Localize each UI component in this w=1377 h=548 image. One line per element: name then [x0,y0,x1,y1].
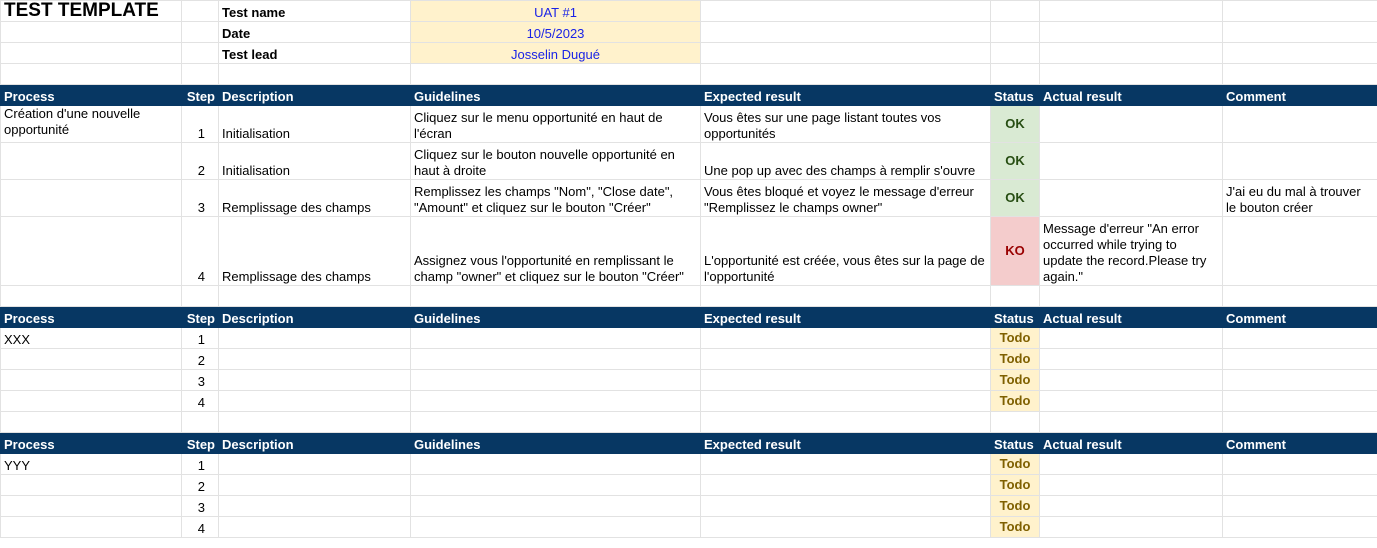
guidelines-cell[interactable] [411,328,701,349]
expected-cell[interactable]: L'opportunité est créée, vous êtes sur la page de l'opportunité [701,217,991,286]
sheet-title[interactable]: TEST TEMPLATE [1,1,182,22]
expected-cell[interactable] [701,475,991,496]
guidelines-cell[interactable]: Assignez vous l'opportunité en remplissant le champ "owner" et cliquez sur le bouton "Créer" [411,217,701,286]
actual-cell[interactable] [1040,180,1223,217]
cell[interactable] [701,22,991,43]
cell[interactable] [1,286,182,307]
header-expected[interactable]: Expected result [701,433,991,454]
step-cell[interactable]: 4 [182,217,219,286]
guidelines-cell[interactable]: Cliquez sur le menu opportunité en haut de l'écran [411,106,701,143]
cell[interactable] [219,286,411,307]
actual-cell[interactable] [1040,517,1223,538]
description-cell[interactable]: Initialisation [219,143,411,180]
status-badge[interactable]: Todo [991,349,1040,370]
comment-cell[interactable] [1223,475,1377,496]
header-guidelines[interactable]: Guidelines [411,307,701,328]
process-cell[interactable] [1,180,182,217]
cell[interactable] [219,412,411,433]
status-badge[interactable]: OK [991,106,1040,143]
cell[interactable] [411,64,701,85]
table-row [1,517,1377,538]
meta-label[interactable]: Test lead [219,43,411,64]
spacer-row [1,286,1377,307]
header-comment[interactable]: Comment [1223,433,1377,454]
comment-cell[interactable] [1223,517,1377,538]
description-cell[interactable] [219,328,411,349]
step-cell[interactable]: 3 [182,370,219,391]
actual-cell[interactable] [1040,454,1223,475]
guidelines-cell[interactable] [411,475,701,496]
actual-cell[interactable] [1040,391,1223,412]
status-badge[interactable]: Todo [991,475,1040,496]
process-cell[interactable] [1,370,182,391]
meta-label[interactable]: Date [219,22,411,43]
process-cell[interactable] [1,349,182,370]
comment-cell[interactable] [1223,349,1377,370]
description-cell[interactable]: Remplissage des champs [219,217,411,286]
expected-cell[interactable]: Une pop up avec des champs à remplir s'ouvre [701,143,991,180]
actual-cell[interactable] [1040,496,1223,517]
cell[interactable] [1223,286,1377,307]
cell[interactable] [1040,64,1223,85]
status-badge[interactable]: Todo [991,370,1040,391]
expected-cell[interactable] [701,517,991,538]
cell[interactable] [182,412,219,433]
header-status[interactable]: Status [991,85,1040,106]
cell[interactable] [1040,286,1223,307]
header-actual[interactable]: Actual result [1040,307,1223,328]
guidelines-cell[interactable] [411,496,701,517]
process-cell[interactable]: YYY [1,454,182,475]
meta-row [1,22,1377,43]
actual-cell[interactable] [1040,106,1223,143]
comment-cell[interactable] [1223,328,1377,349]
cell[interactable] [701,64,991,85]
step-cell[interactable]: 2 [182,475,219,496]
comment-cell[interactable]: J'ai eu du mal à trouver le bouton créer [1223,180,1377,217]
process-cell[interactable]: Création d'une nouvelle opportunité [1,106,182,143]
meta-label[interactable]: Test name [219,1,411,22]
table-row [1,454,1377,475]
actual-cell[interactable] [1040,475,1223,496]
header-row [1,433,1377,454]
cell[interactable] [991,412,1040,433]
cell[interactable] [991,286,1040,307]
expected-cell[interactable] [701,328,991,349]
cell[interactable] [1,43,182,64]
status-badge[interactable]: Todo [991,454,1040,475]
actual-cell[interactable] [1040,328,1223,349]
status-badge[interactable]: OK [991,180,1040,217]
step-cell[interactable]: 4 [182,517,219,538]
process-cell[interactable] [1,217,182,286]
cell[interactable] [1223,412,1377,433]
cell[interactable] [411,412,701,433]
cell[interactable] [701,43,991,64]
status-badge[interactable]: Todo [991,496,1040,517]
cell[interactable] [701,412,991,433]
status-badge[interactable]: KO [991,217,1040,286]
expected-cell[interactable]: Vous êtes sur une page listant toutes vos opportunités [701,106,991,143]
table-row [1,349,1377,370]
cell[interactable] [701,286,991,307]
expected-cell[interactable] [701,370,991,391]
description-cell[interactable] [219,517,411,538]
cell[interactable] [182,22,219,43]
actual-cell[interactable] [1040,143,1223,180]
header-row [1,85,1377,106]
guidelines-cell[interactable] [411,517,701,538]
description-cell[interactable] [219,496,411,517]
guidelines-cell[interactable] [411,370,701,391]
expected-cell[interactable] [701,496,991,517]
comment-cell[interactable] [1223,217,1377,286]
cell[interactable] [701,1,991,22]
meta-value-test-lead[interactable]: Josselin Dugué [411,43,701,64]
cell[interactable] [1223,1,1377,22]
process-cell[interactable] [1,517,182,538]
status-badge[interactable]: Todo [991,391,1040,412]
description-cell[interactable]: Remplissage des champs [219,180,411,217]
spacer-row [1,412,1377,433]
table-row [1,391,1377,412]
process-cell[interactable] [1,391,182,412]
description-cell[interactable] [219,349,411,370]
actual-cell[interactable]: Message d'erreur "An error occurred while trying to update the record.Please try again." [1040,217,1223,286]
header-process[interactable]: Process [1,307,182,328]
step-cell[interactable]: 3 [182,496,219,517]
cell[interactable] [991,1,1040,22]
description-cell[interactable] [219,391,411,412]
cell[interactable] [1,22,182,43]
cell[interactable] [182,43,219,64]
cell[interactable] [1040,1,1223,22]
table-row [1,143,1377,180]
comment-cell[interactable] [1223,454,1377,475]
cell[interactable] [991,64,1040,85]
guidelines-cell[interactable] [411,391,701,412]
step-cell[interactable]: 4 [182,391,219,412]
header-actual[interactable]: Actual result [1040,433,1223,454]
description-cell[interactable] [219,370,411,391]
meta-value-test-name[interactable]: UAT #1 [411,1,701,22]
header-description[interactable]: Description [219,85,411,106]
step-cell[interactable]: 3 [182,180,219,217]
process-cell[interactable]: XXX [1,328,182,349]
cell[interactable] [1040,43,1223,64]
guidelines-cell[interactable] [411,349,701,370]
header-comment[interactable]: Comment [1223,307,1377,328]
comment-cell[interactable] [1223,143,1377,180]
header-expected[interactable]: Expected result [701,307,991,328]
cell[interactable] [991,22,1040,43]
cell[interactable] [182,64,219,85]
step-cell[interactable]: 1 [182,454,219,475]
header-status[interactable]: Status [991,307,1040,328]
expected-cell[interactable] [701,454,991,475]
cell[interactable] [991,43,1040,64]
cell[interactable] [1040,22,1223,43]
header-step[interactable]: Step [182,307,219,328]
table-row [1,370,1377,391]
table-row [1,328,1377,349]
cell[interactable] [182,1,219,22]
cell[interactable] [219,64,411,85]
cell[interactable] [1040,412,1223,433]
header-expected[interactable]: Expected result [701,85,991,106]
header-process[interactable]: Process [1,433,182,454]
comment-cell[interactable] [1223,370,1377,391]
cell[interactable] [182,286,219,307]
header-step[interactable]: Step [182,433,219,454]
process-cell[interactable] [1,475,182,496]
cell[interactable] [411,286,701,307]
status-badge[interactable]: OK [991,143,1040,180]
comment-cell[interactable] [1223,391,1377,412]
status-badge[interactable]: Todo [991,517,1040,538]
step-cell[interactable]: 2 [182,143,219,180]
header-description[interactable]: Description [219,307,411,328]
expected-cell[interactable]: Vous êtes bloqué et voyez le message d'erreur "Remplissez le champs owner" [701,180,991,217]
spacer-row [1,64,1377,85]
comment-cell[interactable] [1223,496,1377,517]
meta-value-date[interactable]: 10/5/2023 [411,22,701,43]
comment-cell[interactable] [1223,106,1377,143]
step-cell[interactable]: 1 [182,106,219,143]
header-guidelines[interactable]: Guidelines [411,433,701,454]
process-cell[interactable] [1,143,182,180]
guidelines-cell[interactable]: Cliquez sur le bouton nouvelle opportunité en haut à droite [411,143,701,180]
cell[interactable] [1223,22,1377,43]
description-cell[interactable]: Initialisation [219,106,411,143]
guidelines-cell[interactable]: Remplissez les champs "Nom", "Close date", "Amount" et cliquez sur le bouton "Créer" [411,180,701,217]
header-process[interactable]: Process [1,85,182,106]
guidelines-cell[interactable] [411,454,701,475]
cell[interactable] [1,412,182,433]
process-cell[interactable] [1,496,182,517]
expected-cell[interactable] [701,349,991,370]
status-badge[interactable]: Todo [991,328,1040,349]
description-cell[interactable] [219,475,411,496]
expected-cell[interactable] [701,391,991,412]
header-step[interactable]: Step [182,85,219,106]
header-guidelines[interactable]: Guidelines [411,85,701,106]
header-status[interactable]: Status [991,433,1040,454]
step-cell[interactable]: 2 [182,349,219,370]
cell[interactable] [1,64,182,85]
table-row [1,475,1377,496]
table-row [1,180,1377,217]
actual-cell[interactable] [1040,349,1223,370]
header-actual[interactable]: Actual result [1040,85,1223,106]
cell[interactable] [1223,43,1377,64]
table-row [1,106,1377,143]
cell[interactable] [1223,64,1377,85]
actual-cell[interactable] [1040,370,1223,391]
header-comment[interactable]: Comment [1223,85,1377,106]
table-row [1,496,1377,517]
step-cell[interactable]: 1 [182,328,219,349]
meta-row [1,1,1377,22]
meta-row [1,43,1377,64]
header-row [1,307,1377,328]
description-cell[interactable] [219,454,411,475]
table-row [1,217,1377,286]
header-description[interactable]: Description [219,433,411,454]
